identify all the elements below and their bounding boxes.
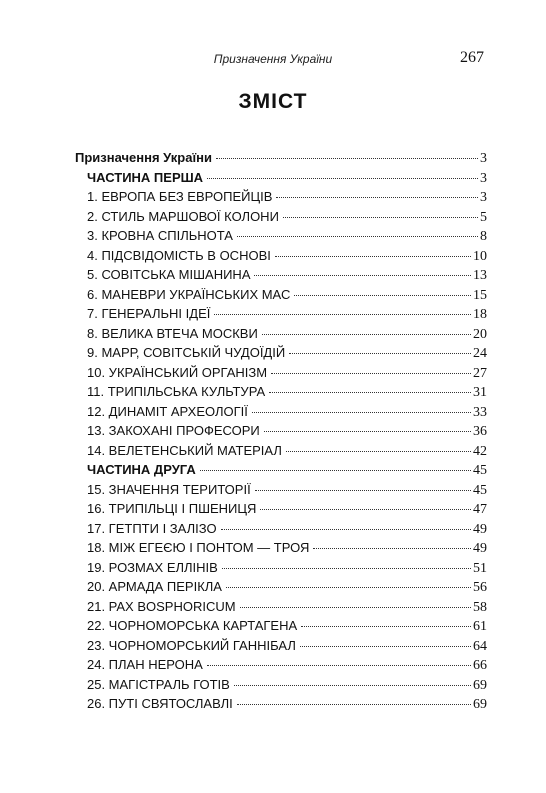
toc-entry (75, 521, 487, 541)
toc-entry-title: 22. ЧОРНОМОРСЬКА КАРТАГЕНА (87, 618, 298, 633)
dot-leader (286, 451, 471, 452)
toc-entry (75, 189, 487, 209)
toc-entry-page: 10 (473, 248, 487, 264)
dot-leader (214, 314, 471, 315)
toc-entry (75, 638, 487, 658)
toc-entry-title: ЧАСТИНА ПЕРША (87, 169, 204, 185)
toc-entry-page: 45 (473, 482, 487, 498)
dot-leader (262, 334, 471, 335)
toc-entry (75, 599, 487, 619)
toc-entry-page: 69 (473, 677, 487, 693)
toc-entry-title: 6. МАНЕВРИ УКРАЇНСЬКИХ МАС (87, 286, 291, 302)
toc-entry-page: 49 (473, 541, 487, 556)
toc-entry-page: 5 (480, 209, 487, 225)
toc-entry-title: 15. ЗНАЧЕННЯ ТЕРИТОРІЇ (87, 481, 251, 497)
toc-entry (75, 287, 487, 307)
toc-entry-title: 23. ЧОРНОМОРСЬКИЙ ГАННІБАЛ (87, 637, 296, 653)
dot-leader (269, 392, 471, 393)
running-header-title: Призначення України (213, 52, 333, 66)
toc-entry-title: ЧАСТИНА ДРУГА (87, 462, 196, 477)
toc-entry-title: 8. ВЕЛИКА ВТЕЧА МОСКВИ (87, 325, 258, 341)
dot-leader (283, 217, 478, 218)
toc-entry-title: 4. ПІДСВІДОМІСТЬ В ОСНОВІ (87, 247, 271, 263)
toc-entry (75, 248, 487, 268)
toc-entry-title: 21. PAX BOSPHORICUM (87, 598, 236, 614)
dot-leader (289, 353, 471, 354)
toc-entry-title: 2. СТИЛЬ МАРШОВОЇ КОЛОНИ (87, 208, 279, 224)
toc-entry (75, 462, 487, 482)
toc-entry-page: 36 (473, 424, 487, 439)
toc-entry-page: 69 (473, 697, 487, 712)
toc-entry-page: 66 (473, 658, 487, 673)
dot-leader (254, 275, 471, 276)
toc-entry (75, 365, 487, 385)
toc-entry-page: 8 (480, 229, 487, 244)
dot-leader (237, 236, 478, 237)
toc-entry-title: 14. ВЕЛЕТЕНСЬКИЙ МАТЕРІАЛ (87, 442, 282, 458)
toc-entry-title: 17. ГЕТПТИ І ЗАЛІЗО (87, 520, 217, 536)
toc-entry (75, 618, 487, 638)
dot-leader (222, 568, 471, 569)
toc-entry (75, 326, 487, 346)
dot-leader (255, 490, 471, 491)
toc-entry-title: 5. СОВІТСЬКА МІШАНИНА (87, 267, 251, 282)
dot-leader (260, 509, 471, 510)
toc-entry (75, 482, 487, 502)
dot-leader (207, 178, 478, 179)
toc-entry-page: 3 (480, 151, 487, 166)
toc-entry-page: 56 (473, 580, 487, 595)
dot-leader (240, 607, 471, 608)
toc-entry-title: 11. ТРИПІЛЬСЬКА КУЛЬТУРА (87, 384, 266, 399)
dot-leader (216, 158, 478, 159)
toc-entry-title: 19. РОЗМАХ ЕЛЛІНІВ (87, 559, 218, 575)
toc-heading: ЗМІСТ (238, 90, 308, 113)
toc-entry-page: 3 (480, 170, 487, 186)
toc-entry-page: 45 (473, 463, 487, 478)
dot-leader (271, 373, 471, 374)
toc-entry-title: 3. КРОВНА СПІЛЬНОТА (87, 228, 233, 243)
table-of-contents (75, 150, 487, 716)
toc-entry-page: 42 (473, 443, 487, 459)
dot-leader (221, 529, 471, 530)
toc-entry-title: 10. УКРАЇНСЬКИЙ ОРГАНІЗМ (87, 364, 268, 380)
toc-entry-title: 25. МАГІСТРАЛЬ ГОТІВ (87, 676, 230, 692)
toc-entry-title: 16. ТРИПІЛЬЦІ І ПШЕНИЦЯ (87, 501, 257, 516)
toc-entry (75, 150, 487, 170)
toc-entry-title: Призначення України (75, 150, 212, 165)
dot-leader (237, 704, 471, 705)
toc-entry (75, 579, 487, 599)
toc-entry-title: 7. ГЕНЕРАЛЬНІ ІДЕЇ (87, 306, 211, 321)
toc-entry-page: 31 (473, 385, 487, 400)
dot-leader (234, 685, 471, 686)
dot-leader (207, 665, 471, 666)
dot-leader (276, 197, 478, 198)
toc-entry-page: 18 (473, 307, 487, 322)
dot-leader (300, 646, 471, 647)
toc-entry-title: 24. ПЛАН НЕРОНА (87, 657, 203, 672)
dot-leader (252, 412, 471, 413)
toc-entry-page: 20 (473, 326, 487, 342)
toc-entry-page: 15 (473, 287, 487, 303)
toc-entry-title: 12. ДИНАМІТ АРХЕОЛОГІЇ (87, 403, 248, 419)
toc-entry (75, 170, 487, 190)
page-number: 267 (460, 49, 484, 66)
toc-entry (75, 384, 487, 404)
toc-entry-page: 24 (473, 346, 487, 361)
toc-entry-page: 33 (473, 404, 487, 420)
dot-leader (294, 295, 471, 296)
toc-entry (75, 209, 487, 229)
toc-entry-page: 49 (473, 521, 487, 537)
dot-leader (275, 256, 471, 257)
toc-entry (75, 306, 487, 326)
toc-entry-page: 47 (473, 502, 487, 517)
toc-entry (75, 540, 487, 560)
toc-entry-page: 13 (473, 268, 487, 283)
toc-entry (75, 677, 487, 697)
dot-leader (264, 431, 471, 432)
toc-entry-title: 18. МІЖ ЕГЕЄЮ І ПОНТОМ — ТРОЯ (87, 540, 310, 555)
dot-leader (313, 548, 471, 549)
toc-entry (75, 423, 487, 443)
toc-entry (75, 404, 487, 424)
toc-entry-title: 26. ПУТІ СВЯТОСЛАВЛІ (87, 696, 233, 711)
toc-entry (75, 443, 487, 463)
toc-entry (75, 267, 487, 287)
toc-entry (75, 501, 487, 521)
dot-leader (200, 470, 471, 471)
toc-entry (75, 345, 487, 365)
toc-entry-title: 1. ЕВРОПА БЕЗ ЕВРОПЕЙЦІВ (87, 189, 273, 204)
toc-entry (75, 560, 487, 580)
toc-entry-page: 3 (480, 190, 487, 205)
dot-leader (301, 626, 471, 627)
toc-entry-title: 9. МАРР, СОВІТСЬКІЙ ЧУДОЇДІЙ (87, 345, 286, 360)
toc-entry-title: 20. АРМАДА ПЕРІКЛА (87, 579, 222, 594)
toc-entry-page: 27 (473, 365, 487, 381)
toc-entry-page: 64 (473, 638, 487, 654)
toc-entry (75, 657, 487, 677)
toc-entry-page: 51 (473, 560, 487, 576)
toc-entry-page: 61 (473, 619, 487, 634)
dot-leader (226, 587, 471, 588)
toc-entry-page: 58 (473, 599, 487, 615)
toc-entry-title: 13. ЗАКОХАНІ ПРОФЕСОРИ (87, 423, 260, 438)
toc-entry (75, 696, 487, 716)
toc-entry (75, 228, 487, 248)
